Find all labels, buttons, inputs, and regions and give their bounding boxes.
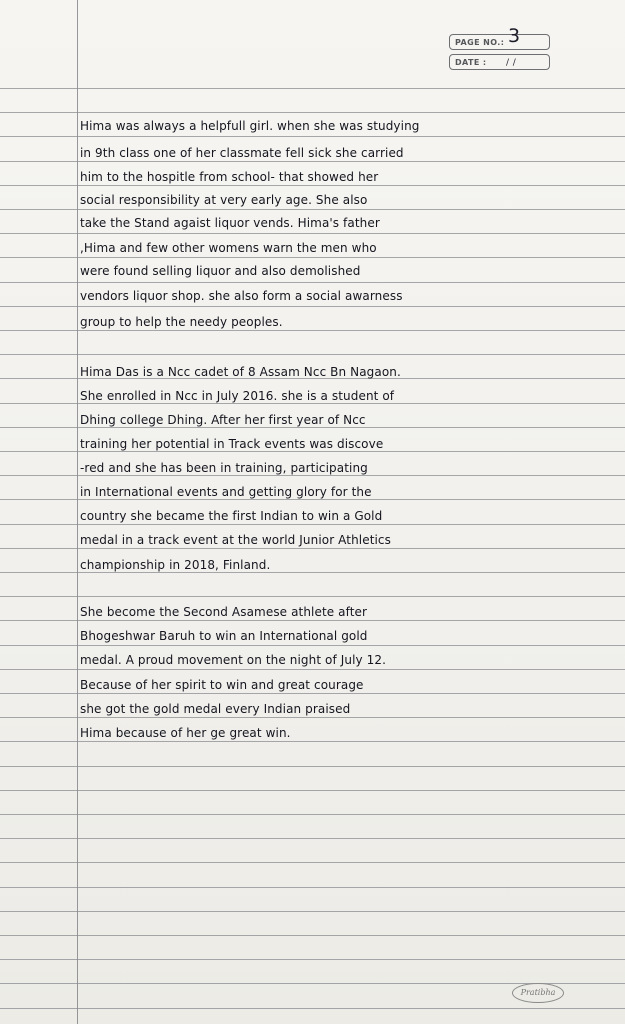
text-line: vendors liquor shop. she also form a social awarness [80,289,403,303]
text-line: Dhing college Dhing. After her first year of Ncc [80,413,366,427]
ruled-line [0,766,625,767]
text-line: country she became the first Indian to win a Gold [80,509,383,523]
margin-line [77,0,78,1024]
ruled-line [0,887,625,888]
page-number-value: 3 [508,25,521,47]
text-line: group to help the needy peoples. [80,315,283,329]
page-number-box [449,25,550,50]
page-number-label: PAGE NO.: [455,38,505,47]
text-line: medal. A proud movement on the night of July 12. [80,653,387,667]
ruled-line [0,354,625,355]
ruled-line [0,282,625,283]
ruled-line [0,741,625,742]
text-line: Hima because of her ge great win. [80,726,291,740]
brand-stamp-logo: Pratibha [512,983,564,1003]
text-line: medal in a track event at the world Junior Athletics [80,533,391,547]
text-line: Hima was always a helpfull girl. when she was studying [80,119,420,133]
text-line: ,Hima and few other womens warn the men who [80,241,377,255]
ruled-line [0,257,625,258]
ruled-line [0,306,625,307]
text-line: in International events and getting glory for the [80,485,372,499]
date-value: / / [506,58,517,68]
text-line: she got the gold medal every Indian praised [80,702,351,716]
text-line: take the Stand agaist liquor vends. Hima's father [80,216,380,230]
date-box [449,54,550,70]
ruled-line [0,112,625,113]
ruled-line [0,233,625,234]
text-line: in 9th class one of her classmate fell sick she carried [80,146,404,160]
ruled-line [0,1008,625,1009]
ruled-line [0,88,625,89]
ruled-line [0,959,625,960]
date-label: DATE : [455,58,487,67]
ruled-line [0,814,625,815]
ruled-line [0,838,625,839]
text-line: Hima Das is a Ncc cadet of 8 Assam Ncc Bn Nagaon. [80,365,401,379]
text-line: him to the hospitle from school- that showed her [80,170,379,184]
ruled-line [0,645,625,646]
text-line: were found selling liquor and also demolished [80,264,361,278]
text-line: Bhogeshwar Baruh to win an International gold [80,629,368,643]
ruled-line [0,330,625,331]
ruled-line [0,693,625,694]
text-line: Because of her spirit to win and great courage [80,678,364,692]
text-line: social responsibility at very early age. She also [80,193,368,207]
ruled-line [0,911,625,912]
text-line: -red and she has been in training, participating [80,461,368,475]
ruled-line [0,935,625,936]
ruled-line [0,596,625,597]
ruled-line [0,790,625,791]
ruled-line [0,209,625,210]
text-line: championship in 2018, Finland. [80,558,271,572]
ruled-line [0,862,625,863]
text-line: She become the Second Asamese athlete after [80,605,368,619]
ruled-line [0,717,625,718]
ruled-line [0,669,625,670]
text-line: She enrolled in Ncc in July 2016. she is a student of [80,389,395,403]
text-line: training her potential in Track events was discove [80,437,384,451]
ruled-line [0,620,625,621]
ruled-line [0,136,625,137]
